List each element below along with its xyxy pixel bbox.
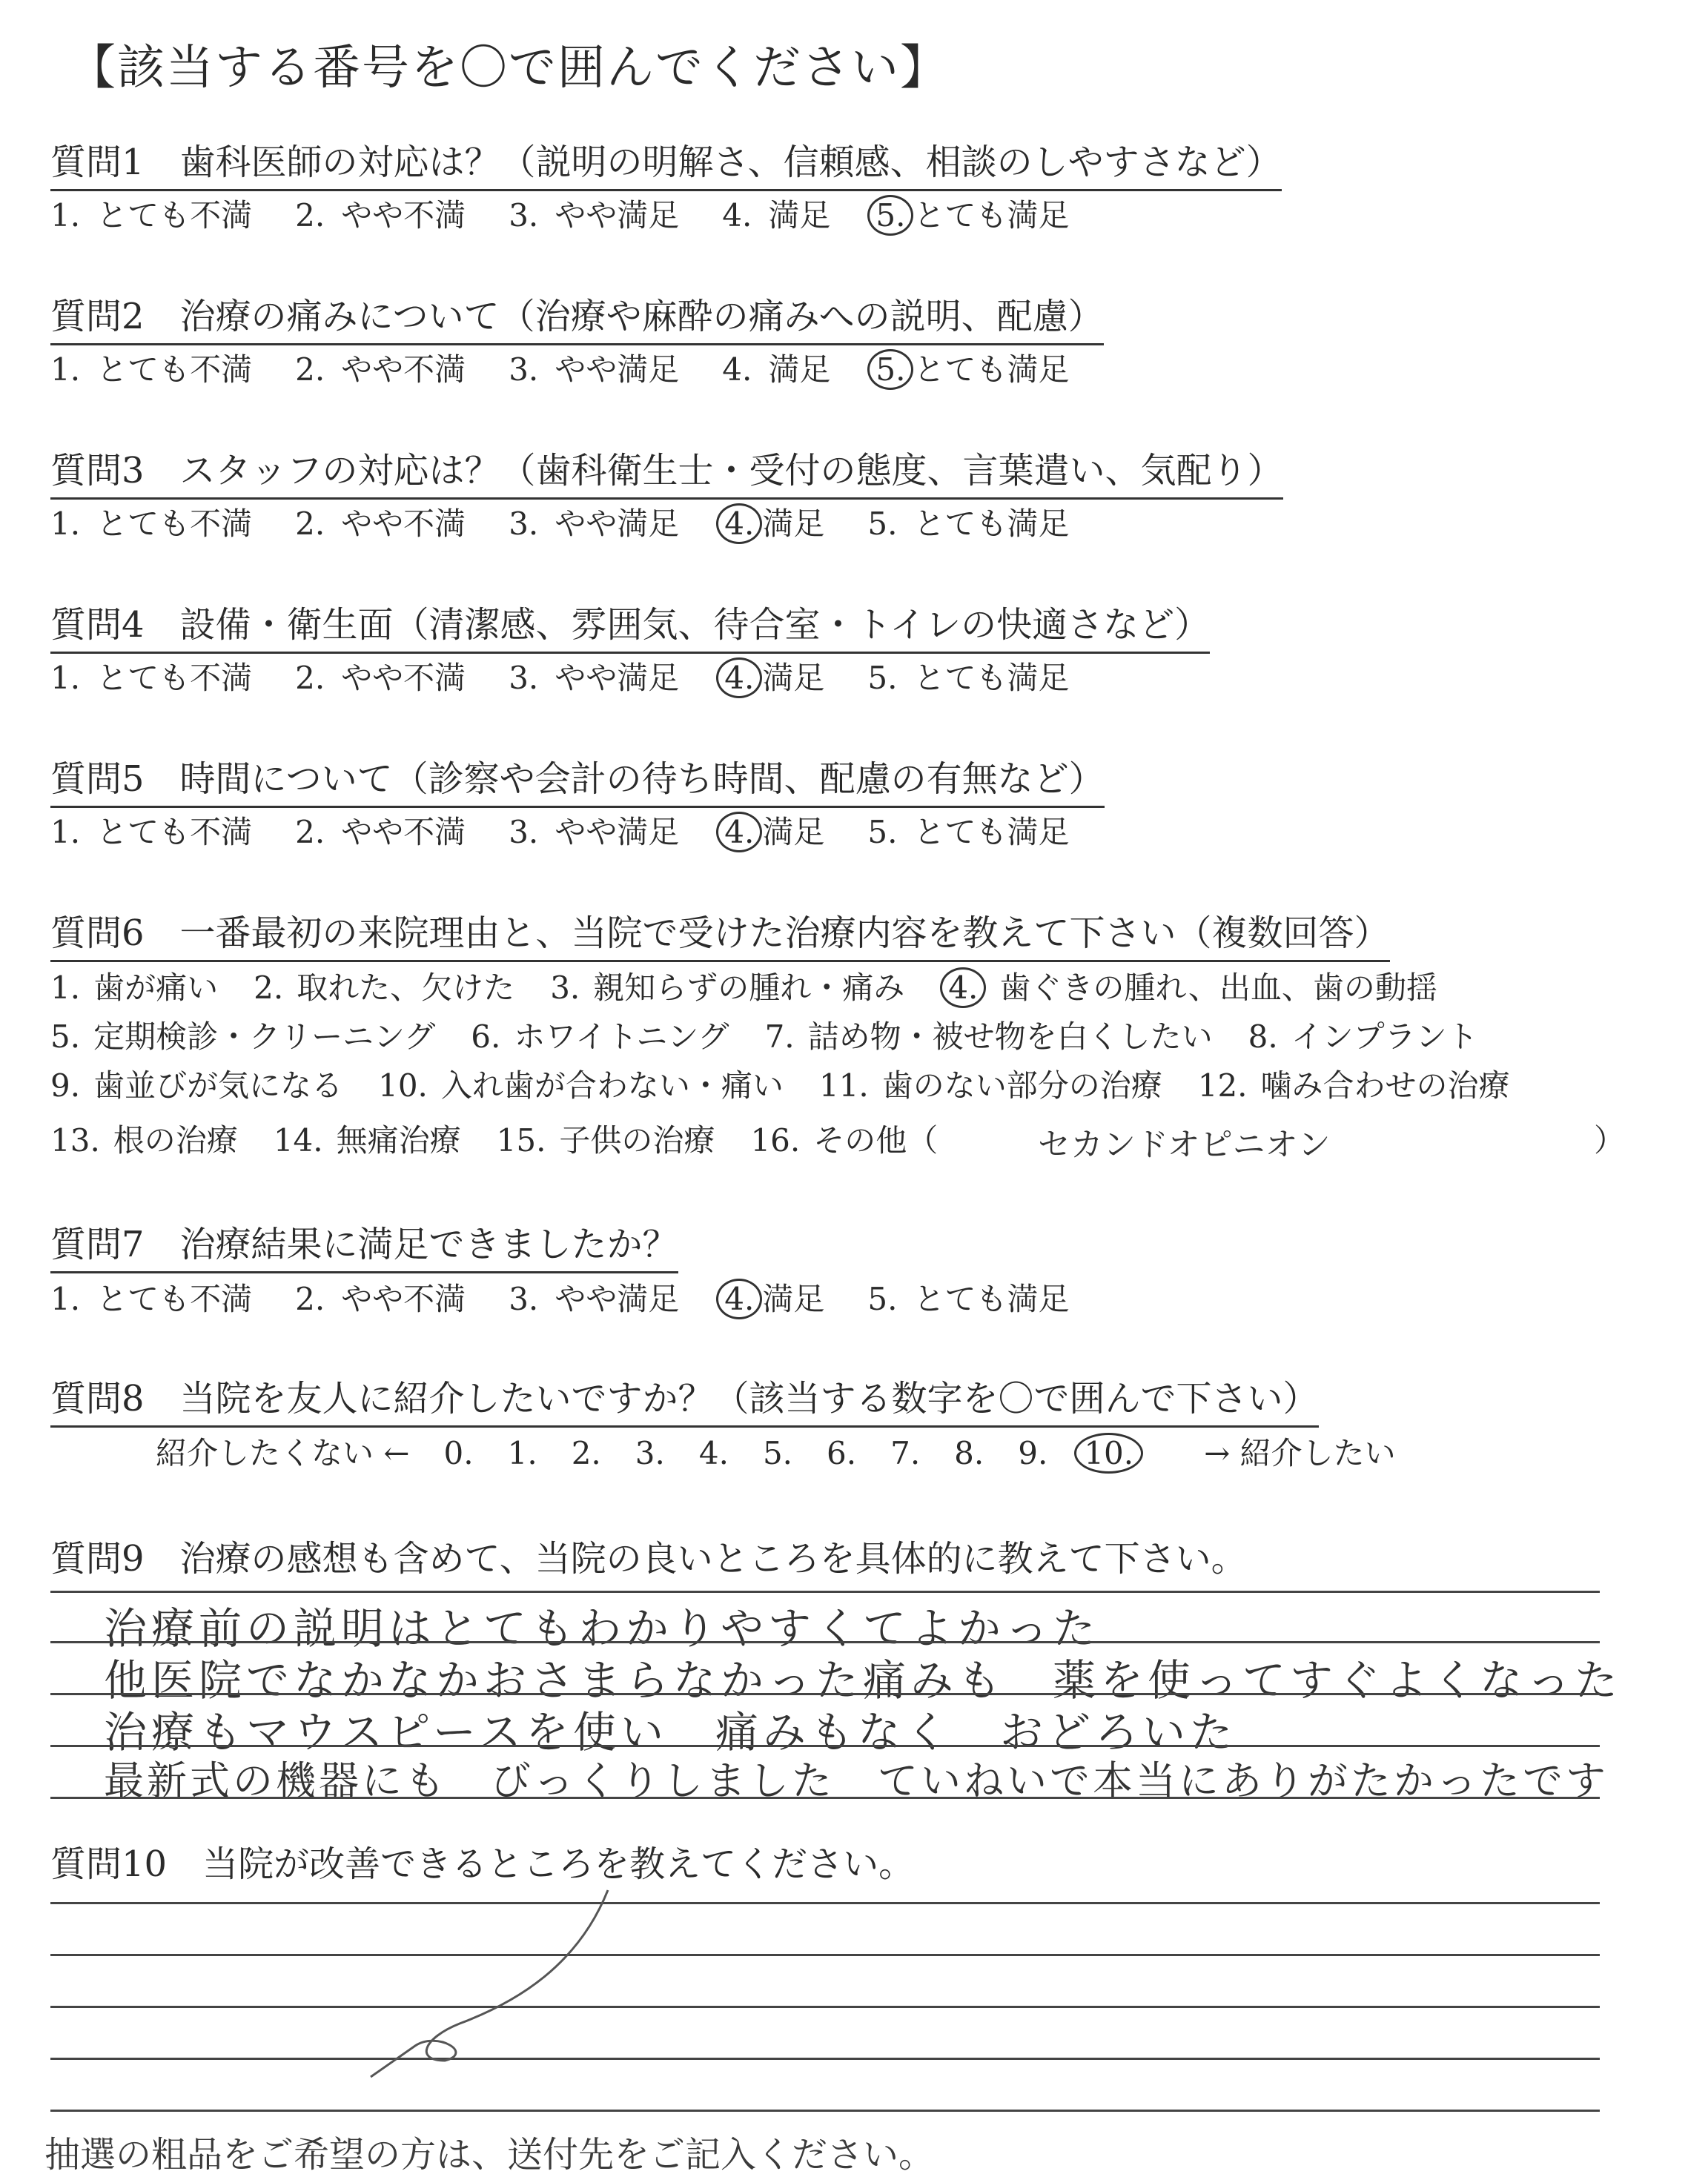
- question-9-answer-3: 治療もマウスピースを使い 痛みもなく おどろいた: [104, 1707, 1238, 1757]
- option: [378, 1061, 784, 1106]
- option-label: やや満足: [555, 197, 680, 233]
- answer-line: [50, 1641, 1600, 1643]
- option-label: とても満足: [913, 814, 1070, 850]
- answer-line: [50, 1902, 1600, 1904]
- option-label: 詰め物・被せ物を白くしたい: [807, 1018, 1213, 1055]
- option-label: やや満足: [555, 1281, 680, 1317]
- question-6-row-2: [50, 1013, 1514, 1057]
- option-number: 9.: [50, 1067, 81, 1104]
- option: [867, 500, 1069, 544]
- option-label: とても満足: [913, 197, 1070, 233]
- option-label: インプラント: [1291, 1018, 1478, 1055]
- scale-number: 8.: [954, 1435, 984, 1471]
- option: [873, 345, 1069, 390]
- option-number: 5.: [867, 349, 913, 390]
- option-label: やや満足: [555, 506, 680, 542]
- option-label: とても不満: [96, 814, 253, 850]
- scale-right-label: → 紹介したい: [1204, 1435, 1396, 1471]
- option-label: 無痛治療: [336, 1122, 461, 1159]
- option: [50, 1013, 435, 1057]
- question-3-label: 質問3 スタッフの対応は？（歯科衛生士・受付の態度、言葉遣い、気配り）: [50, 442, 1283, 500]
- question-6-row-1: [50, 964, 1473, 1008]
- option-label: とても不満: [96, 660, 253, 696]
- question-6-label: 質問6 一番最初の来院理由と、当院で受けた治療内容を教えて下さい（複数回答）: [50, 904, 1390, 962]
- option: [50, 345, 252, 390]
- option-number: 5.: [50, 1018, 81, 1055]
- question-2-label: 質問2 治療の痛みについて（治療や麻酔の痛みへの説明、配慮）: [50, 288, 1104, 345]
- option-number: 5.: [867, 660, 898, 696]
- option-label: 取れた、欠けた: [297, 970, 515, 1006]
- option: [50, 500, 252, 544]
- question-7-options: [50, 1275, 1112, 1319]
- option: [254, 964, 514, 1008]
- scale-number: 2.: [571, 1435, 601, 1471]
- question-3-options: [50, 500, 1112, 544]
- option: [722, 345, 830, 390]
- option-number: 7.: [764, 1018, 795, 1055]
- option-label: 満足: [768, 351, 831, 388]
- option-label: 満足: [768, 197, 831, 233]
- option-number: 1.: [50, 814, 81, 850]
- question-9-answer-1: 治療前の説明はとてもわかりやすくてよかった: [104, 1603, 1101, 1654]
- question-4-options: [50, 654, 1112, 698]
- question-7-label: 質問7 治療結果に満足できましたか？: [50, 1216, 678, 1273]
- option: [471, 1013, 729, 1057]
- option: [509, 1275, 679, 1319]
- option-number: 1.: [50, 970, 81, 1006]
- option-number: 12.: [1197, 1067, 1248, 1104]
- option: [873, 191, 1069, 236]
- option-number: 15.: [496, 1122, 546, 1159]
- option-number: 4.: [940, 967, 986, 1008]
- option-number: 2.: [295, 351, 325, 388]
- option: [295, 1275, 466, 1319]
- option: [940, 964, 1437, 1008]
- option: [509, 500, 679, 544]
- option: [497, 1116, 715, 1161]
- option: [50, 1061, 342, 1106]
- answer-line: [50, 1954, 1600, 1956]
- option-number: 5.: [867, 506, 898, 542]
- option-number: 16.: [750, 1122, 801, 1159]
- option-number: 1.: [50, 197, 81, 233]
- option-label: とても不満: [96, 1281, 253, 1317]
- option-number: 11.: [818, 1067, 869, 1104]
- answer-line: [50, 2110, 1600, 2112]
- option-label: 定期検診・クリーニング: [93, 1018, 436, 1055]
- option-number: 1.: [50, 1281, 81, 1317]
- answer-line: [50, 1591, 1600, 1593]
- option-number: 2.: [295, 660, 325, 696]
- option-number: 1.: [50, 351, 81, 388]
- option-number: 14.: [273, 1122, 323, 1159]
- option-number: 3.: [509, 660, 539, 696]
- option-label: やや不満: [341, 506, 466, 542]
- scale-number: 9.: [1018, 1435, 1048, 1471]
- option: [50, 808, 252, 852]
- scale-numbers: [444, 1433, 1171, 1474]
- option: [50, 654, 252, 698]
- option: [509, 345, 679, 390]
- option-label: とても満足: [913, 1281, 1070, 1317]
- option-label: やや満足: [555, 351, 680, 388]
- option: [50, 1275, 252, 1319]
- answer-line: [50, 2006, 1600, 2008]
- question-2-options: [50, 345, 1112, 390]
- option: [1248, 1013, 1478, 1057]
- option: [295, 500, 466, 544]
- option: [867, 1275, 1069, 1319]
- question-10-label: 質問10 当院が改善できるところを教えてください。: [50, 1843, 915, 1885]
- question-5-label: 質問5 時間について（診察や会計の待ち時間、配慮の有無など）: [50, 750, 1105, 808]
- option-label: やや不満: [341, 197, 466, 233]
- option-label: とても不満: [96, 197, 253, 233]
- option-number: 5.: [867, 814, 898, 850]
- option-label: 満足: [762, 814, 825, 850]
- option: [509, 654, 679, 698]
- option-label: やや不満: [341, 1281, 466, 1317]
- option-number: 1.: [50, 660, 81, 696]
- option: [867, 808, 1069, 852]
- option-label: 歯が痛い: [93, 970, 219, 1006]
- question-6-row-4: [50, 1116, 973, 1161]
- option-number: 5.: [867, 1281, 898, 1317]
- question-9-answer-4: 最新式の機器にも びっくりしました ていねいで本当にありがたかったです: [104, 1757, 1609, 1804]
- scale-left-label: 紹介したくない ←: [156, 1435, 410, 1471]
- option: [722, 654, 824, 698]
- option-label: 満足: [762, 1281, 825, 1317]
- option-label: とても満足: [913, 351, 1070, 388]
- option-number: 4.: [716, 812, 762, 852]
- option: [50, 191, 252, 236]
- strike-through-mark: [356, 1883, 623, 2083]
- question-8-label: 質問8 当院を友人に紹介したいですか？（該当する数字を〇で囲んで下さい）: [50, 1370, 1319, 1428]
- option-number: 6.: [471, 1018, 501, 1055]
- option: [509, 808, 679, 852]
- question-5-options: [50, 808, 1112, 852]
- question-8-scale: [156, 1429, 1430, 1474]
- question-1-label: 質問1 歯科医師の対応は？（説明の明解さ、信頼感、相談のしやすさなど）: [50, 133, 1282, 191]
- option-label: とても不満: [96, 506, 253, 542]
- option-label: 歯ぐきの腫れ、出血、歯の動揺: [999, 970, 1437, 1006]
- option-number: 4.: [716, 1279, 762, 1319]
- option-number: 8.: [1248, 1018, 1278, 1055]
- option: [550, 964, 904, 1008]
- option: [722, 808, 824, 852]
- option-label: やや不満: [341, 814, 466, 850]
- option-label: やや満足: [555, 660, 680, 696]
- option: [867, 654, 1069, 698]
- option: [274, 1116, 461, 1161]
- page-title: 【該当する番号を〇で囲んでください】: [68, 41, 949, 96]
- option-number: 4.: [722, 351, 752, 388]
- option: [765, 1013, 1213, 1057]
- option: [295, 191, 466, 236]
- option-label: 満足: [762, 506, 825, 542]
- option-number: 1.: [50, 506, 81, 542]
- option-number: 3.: [509, 351, 539, 388]
- option: [722, 500, 824, 544]
- option-number: 3.: [509, 1281, 539, 1317]
- option: [722, 191, 830, 236]
- option: [750, 1116, 938, 1161]
- option-label: とても満足: [913, 660, 1070, 696]
- option: [722, 1275, 824, 1319]
- option-label: ホワイトニング: [514, 1018, 729, 1055]
- scale-number: 3.: [635, 1435, 665, 1471]
- option: [50, 964, 218, 1008]
- option: [819, 1061, 1162, 1106]
- scale-number: 10.: [1074, 1433, 1143, 1474]
- option: [1198, 1061, 1510, 1106]
- option-number: 3.: [509, 506, 539, 542]
- answer-line: [50, 2058, 1600, 2060]
- option-label: 噛み合わせの治療: [1260, 1067, 1510, 1104]
- option-number: 3.: [550, 970, 580, 1006]
- question-9-answer-2: 他医院でなかなかおさまらなかった痛みも 薬を使ってすぐよくなった: [104, 1655, 1623, 1706]
- question-6-row-3: [50, 1061, 1546, 1106]
- option-label: とても満足: [913, 506, 1070, 542]
- option-label: とても不満: [96, 351, 253, 388]
- option-number: 2.: [295, 197, 325, 233]
- option-number: 4.: [722, 197, 752, 233]
- option-label: 入れ歯が合わない・痛い: [440, 1067, 784, 1104]
- option-number: 2.: [254, 970, 284, 1006]
- footer-note: 抽選の粗品をご希望の方は、送付先をご記入ください。: [44, 2134, 935, 2176]
- option: [295, 345, 466, 390]
- scale-number: 5.: [762, 1435, 793, 1471]
- option-label: 子供の治療: [559, 1122, 715, 1159]
- answer-line: [50, 1797, 1600, 1799]
- option-number: 4.: [716, 503, 762, 544]
- option-label: やや不満: [341, 351, 466, 388]
- question-6-other-handwritten: セカンドオピニオン: [1038, 1126, 1331, 1164]
- option: [295, 654, 466, 698]
- option-number: 2.: [295, 1281, 325, 1317]
- option-number: 3.: [509, 814, 539, 850]
- question-1-options: [50, 191, 1112, 236]
- scale-number: 7.: [890, 1435, 921, 1471]
- option-label: その他（: [813, 1122, 939, 1159]
- option-number: 10.: [378, 1067, 428, 1104]
- option-label: 根の治療: [113, 1122, 238, 1159]
- option-number: 5.: [867, 195, 913, 236]
- option-label: 満足: [762, 660, 825, 696]
- scale-number: 1.: [507, 1435, 537, 1471]
- option-label: やや不満: [341, 660, 466, 696]
- option-number: 2.: [295, 814, 325, 850]
- option: [50, 1116, 238, 1161]
- option-label: やや満足: [555, 814, 680, 850]
- option-number: 2.: [295, 506, 325, 542]
- answer-line: [50, 1745, 1600, 1747]
- scale-number: 6.: [827, 1435, 857, 1471]
- option: [509, 191, 679, 236]
- answer-line: [50, 1693, 1600, 1695]
- option-number: 4.: [716, 657, 762, 698]
- option-label: 親知らずの腫れ・痛み: [593, 970, 905, 1006]
- option-label: 歯並びが気になる: [93, 1067, 343, 1104]
- option-number: 13.: [50, 1122, 100, 1159]
- question-9-label: 質問9 治療の感想も含めて、当院の良いところを具体的に教えて下さい。: [50, 1538, 1247, 1580]
- option: [295, 808, 466, 852]
- option-label: 歯のない部分の治療: [881, 1067, 1162, 1104]
- question-6-other-close: ）: [1594, 1122, 1626, 1159]
- question-4-label: 質問4 設備・衛生面（清潔感、雰囲気、待合室・トイレの快適さなど）: [50, 596, 1210, 654]
- scale-number: 0.: [443, 1435, 474, 1471]
- scale-number: 4.: [698, 1435, 729, 1471]
- option-number: 3.: [509, 197, 539, 233]
